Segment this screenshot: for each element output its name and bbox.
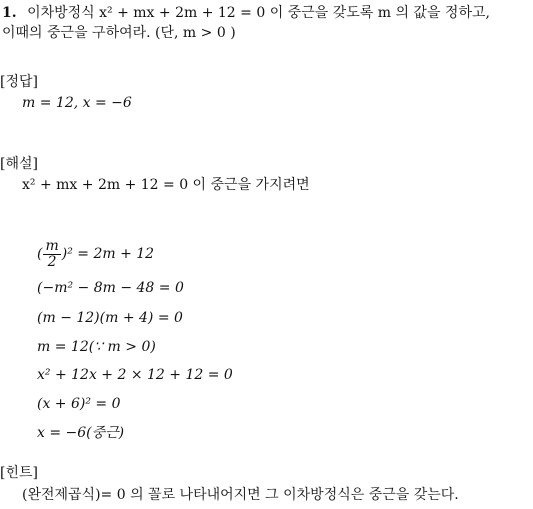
- answer-header: [정답]: [0, 74, 38, 90]
- solution-step-5: x² + 12x + 2 × 12 + 12 = 0: [37, 367, 233, 383]
- problem-number: 1.: [2, 5, 17, 21]
- fraction: [43, 239, 60, 270]
- solution-step-4: m = 12(∵ m > 0): [37, 339, 156, 355]
- solution-step-2: (−m² − 8m − 48 = 0: [37, 280, 184, 296]
- solution-intro: x² + mx + 2m + 12 = 0 이 중근을 가지려면: [22, 177, 310, 193]
- step1-rest: )² = 2m + 12: [61, 246, 155, 262]
- solution-step-6: (x + 6)² = 0: [37, 396, 121, 412]
- problem-text-1: 이차방정식 x² + mx + 2m + 12 = 0 이 중근을 갖도록 m 의 값을 정하고,: [27, 5, 490, 21]
- solution-header: [해설]: [0, 156, 38, 172]
- problem-line-1: [2, 4, 490, 22]
- hint-header: [힌트]: [0, 465, 38, 481]
- step1-open-paren: (: [37, 246, 43, 262]
- solution-step-7: x = −6(중근): [37, 425, 125, 441]
- solution-step-1: [37, 238, 154, 270]
- fraction-denominator: 2: [47, 253, 57, 270]
- answer-text: m = 12, x = −6: [22, 95, 132, 111]
- solution-step-3: (m − 12)(m + 4) = 0: [37, 310, 183, 326]
- fraction-numerator: m: [45, 237, 59, 254]
- problem-line-2: 이때의 중근을 구하여라. (단, m > 0 ): [2, 25, 236, 41]
- hint-text: (완전제곱식)= 0 의 꼴로 나타내어지면 그 이차방정식은 중근을 갖는다.: [22, 487, 459, 503]
